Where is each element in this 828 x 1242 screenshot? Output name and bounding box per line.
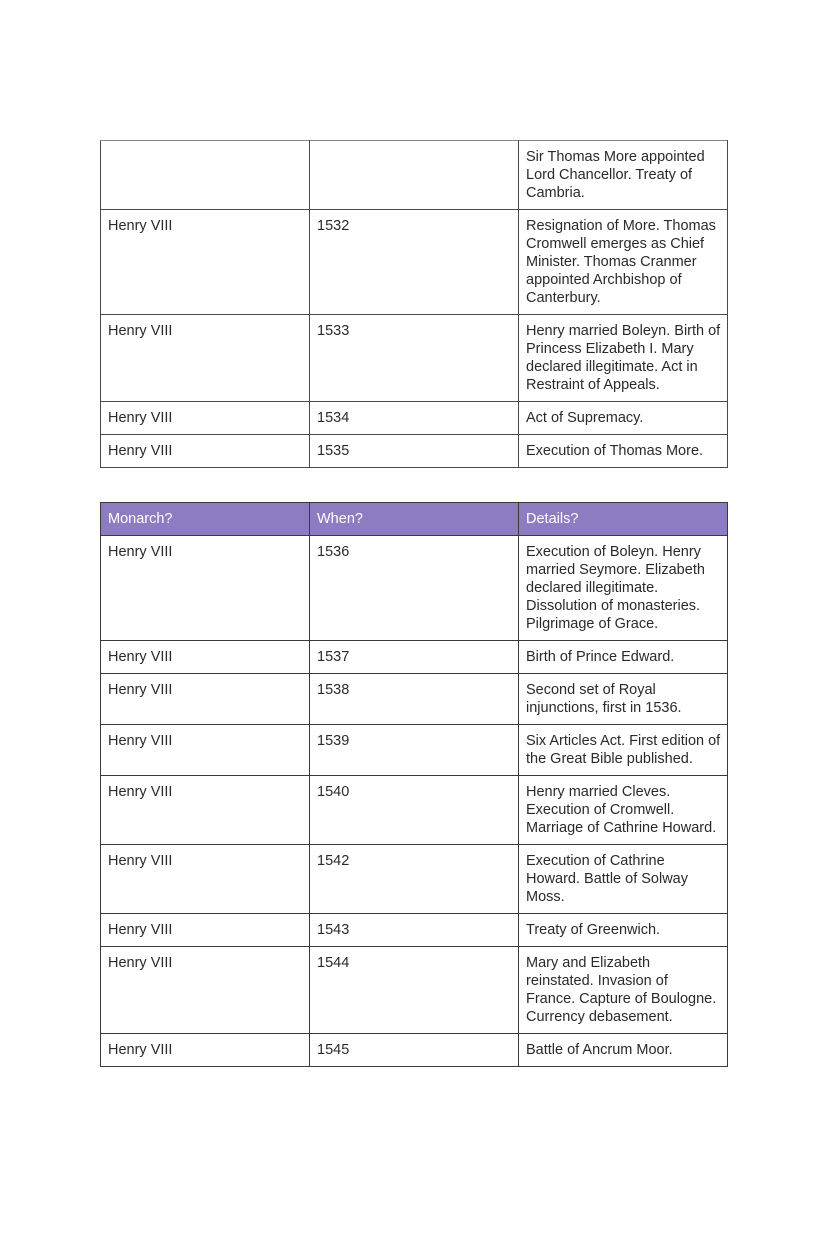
year-cell: 1542: [310, 845, 519, 914]
table-row: [101, 435, 728, 468]
timeline-table: [100, 502, 728, 1067]
year-cell: 1538: [310, 674, 519, 725]
table-row: [101, 845, 728, 914]
details-cell: Sir Thomas More appointed Lord Chancellor. Treaty of Cambria.: [519, 141, 728, 210]
monarch-cell: Henry VIII: [101, 402, 310, 435]
details-cell: Act of Supremacy.: [519, 402, 728, 435]
timeline-table-continued: [100, 140, 728, 468]
table-row: [101, 536, 728, 641]
details-cell: Six Articles Act. First edition of the Great Bible published.: [519, 725, 728, 776]
monarch-cell: Henry VIII: [101, 914, 310, 947]
details-cell: Execution of Cathrine Howard. Battle of Solway Moss.: [519, 845, 728, 914]
details-cell: Second set of Royal injunctions, first in 1536.: [519, 674, 728, 725]
details-cell: Battle of Ancrum Moor.: [519, 1034, 728, 1067]
monarch-cell: Henry VIII: [101, 210, 310, 315]
table-row: [101, 914, 728, 947]
details-cell: Henry married Boleyn. Birth of Princess Elizabeth I. Mary declared illegitimate. Act in Restraint of Appeals.: [519, 315, 728, 402]
monarch-cell: Henry VIII: [101, 315, 310, 402]
details-cell: Mary and Elizabeth reinstated. Invasion of France. Capture of Boulogne. Currency debasement.: [519, 947, 728, 1034]
details-cell: Birth of Prince Edward.: [519, 641, 728, 674]
header-details: Details?: [519, 503, 728, 536]
table-row: [101, 947, 728, 1034]
details-cell: Treaty of Greenwich.: [519, 914, 728, 947]
year-cell: 1533: [310, 315, 519, 402]
details-cell: Execution of Boleyn. Henry married Seymore. Elizabeth declared illegitimate. Dissolution of monasteries. Pilgrimage of Grace.: [519, 536, 728, 641]
year-cell: 1535: [310, 435, 519, 468]
year-cell: 1543: [310, 914, 519, 947]
year-cell: 1544: [310, 947, 519, 1034]
monarch-cell: Henry VIII: [101, 674, 310, 725]
table-row: [101, 674, 728, 725]
year-cell: 1537: [310, 641, 519, 674]
year-cell: 1532: [310, 210, 519, 315]
table-row: [101, 725, 728, 776]
monarch-cell: Henry VIII: [101, 536, 310, 641]
year-cell: [310, 141, 519, 210]
year-cell: 1536: [310, 536, 519, 641]
table-header-row: [101, 503, 728, 536]
year-cell: 1545: [310, 1034, 519, 1067]
monarch-cell: [101, 141, 310, 210]
monarch-cell: Henry VIII: [101, 1034, 310, 1067]
year-cell: 1539: [310, 725, 519, 776]
table-row: [101, 210, 728, 315]
year-cell: 1540: [310, 776, 519, 845]
table-row: [101, 1034, 728, 1067]
monarch-cell: Henry VIII: [101, 947, 310, 1034]
monarch-cell: Henry VIII: [101, 776, 310, 845]
table-row: [101, 315, 728, 402]
monarch-cell: Henry VIII: [101, 641, 310, 674]
details-cell: Resignation of More. Thomas Cromwell emerges as Chief Minister. Thomas Cranmer appointed Archbishop of Canterbury.: [519, 210, 728, 315]
table-row: [101, 641, 728, 674]
monarch-cell: Henry VIII: [101, 725, 310, 776]
details-cell: Henry married Cleves. Execution of Cromwell. Marriage of Cathrine Howard.: [519, 776, 728, 845]
details-cell: Execution of Thomas More.: [519, 435, 728, 468]
header-when: When?: [310, 503, 519, 536]
table-row: [101, 776, 728, 845]
table-row: [101, 141, 728, 210]
header-monarch: Monarch?: [101, 503, 310, 536]
monarch-cell: Henry VIII: [101, 845, 310, 914]
year-cell: 1534: [310, 402, 519, 435]
table-row: [101, 402, 728, 435]
monarch-cell: Henry VIII: [101, 435, 310, 468]
